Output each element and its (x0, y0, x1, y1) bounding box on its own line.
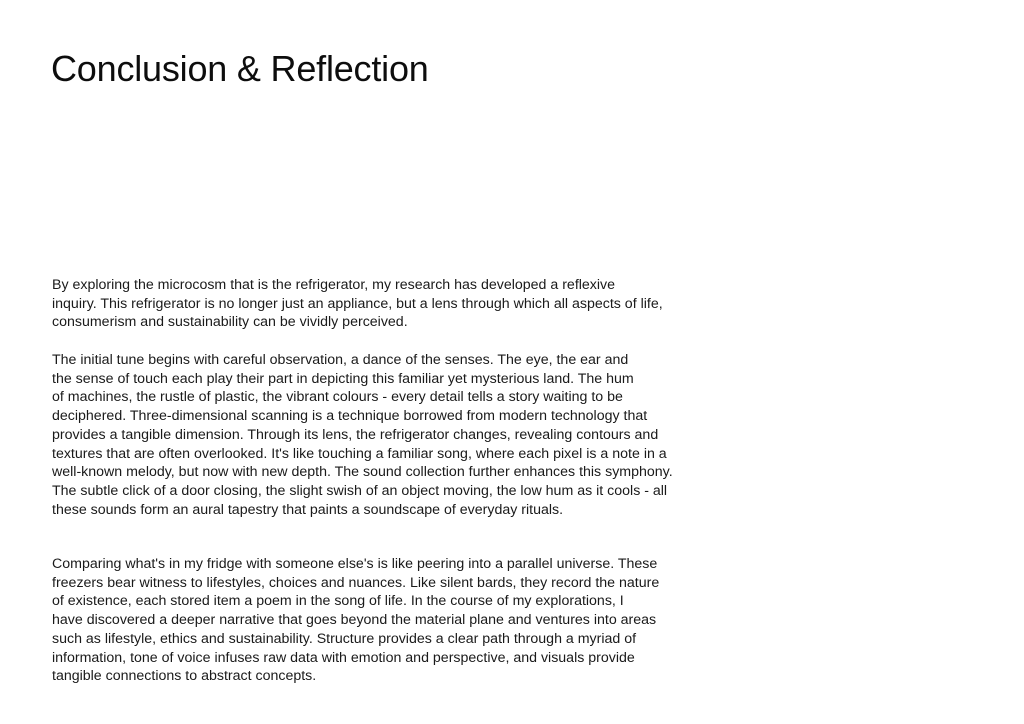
text-line: tangible connections to abstract concepts. (52, 668, 317, 685)
text-line: inquiry. This refrigerator is no longer just an appliance, but a lens through which all aspects of life, (52, 295, 663, 312)
text-line: have discovered a deeper narrative that goes beyond the material plane and ventures into areas (52, 612, 657, 629)
paragraph-comparison (52, 555, 659, 686)
text-line: Comparing what's in my fridge with someone else's is like peering into a parallel universe. These (52, 556, 658, 572)
text-line: of existence, each stored item a poem in the song of life. In the course of my explorations, I (52, 593, 624, 610)
paragraph-intro (52, 276, 663, 332)
text-line: such as lifestyle, ethics and sustainability. Structure provides a clear path through a myriad of (52, 630, 637, 647)
text-line: these sounds form an aural tapestry that paints a soundscape of everyday rituals. (52, 501, 564, 518)
text-line: the sense of touch each play their part in depicting this familiar yet mysterious land. The hum (52, 370, 634, 387)
text-line: information, tone of voice infuses raw data with emotion and perspective, and visuals provide (52, 649, 635, 666)
paragraph-observation (52, 351, 673, 519)
text-line: deciphered. Three-dimensional scanning is a technique borrowed from modern technology that (52, 408, 648, 425)
text-line: well-known melody, but now with new depth. The sound collection further enhances this symphony. (52, 464, 673, 481)
text-line: consumerism and sustainability can be vividly perceived. (52, 314, 408, 331)
text-line: provides a tangible dimension. Through its lens, the refrigerator changes, revealing contours and (52, 426, 659, 443)
text-line: freezers bear witness to lifestyles, choices and nuances. Like silent bards, they record the nature (52, 574, 660, 591)
text-line: of machines, the rustle of plastic, the vibrant colours - every detail tells a story waiting to be (52, 389, 623, 406)
text-line: textures that are often overlooked. It's like touching a familiar song, where each pixel is a note in a (52, 445, 667, 462)
text-line: By exploring the microcosm that is the refrigerator, my research has developed a reflexive (52, 277, 616, 293)
text-line: The subtle click of a door closing, the slight swish of an object moving, the low hum as it cools - all (52, 482, 668, 499)
page-title: Conclusion & Reflection (51, 48, 429, 89)
text-line: The initial tune begins with careful observation, a dance of the senses. The eye, the ear and (52, 352, 629, 368)
